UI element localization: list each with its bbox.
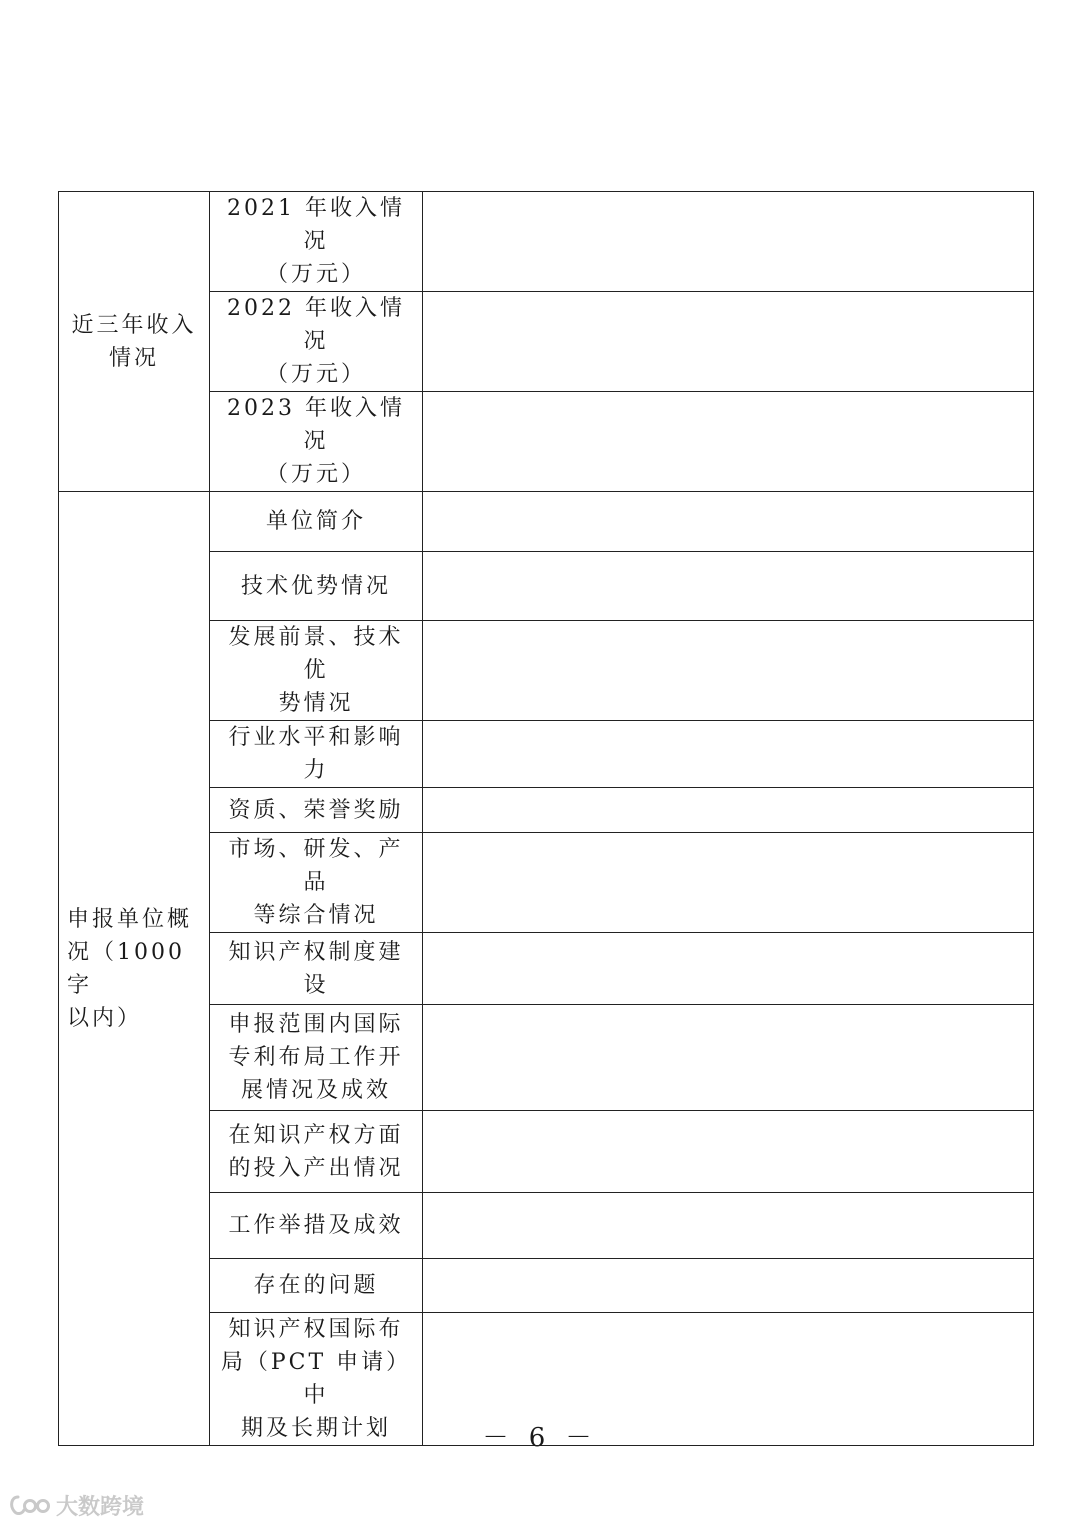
- income-2021-label: 2021 年收入情况 （万元）: [210, 192, 423, 292]
- overview-item-value-cell[interactable]: [423, 788, 1034, 833]
- page-number: － 6 －: [482, 1423, 598, 1453]
- overview-item-value-cell[interactable]: [423, 1259, 1034, 1313]
- overview-section-label: 申报单位概 况（1000 字 以内）: [59, 492, 210, 1446]
- overview-item-value-cell[interactable]: [423, 933, 1034, 1005]
- overview-item-value-cell[interactable]: [423, 492, 1034, 552]
- overview-item-label: 存在的问题: [210, 1259, 423, 1313]
- income-row-2021: [59, 192, 1034, 292]
- overview-item-label: 资质、荣誉奖励: [210, 788, 423, 833]
- overview-item-value-cell[interactable]: [423, 1005, 1034, 1111]
- overview-item-label: 市场、研发、产品 等综合情况: [210, 833, 423, 933]
- overview-item-value-cell[interactable]: [423, 1111, 1034, 1193]
- overview-item-value-cell[interactable]: [423, 721, 1034, 788]
- overview-item-label: 发展前景、技术优 势情况: [210, 621, 423, 721]
- income-2022-label: 2022 年收入情况 （万元）: [210, 292, 423, 392]
- overview-item-label: 单位简介: [210, 492, 423, 552]
- income-section-label: 近三年收入 情况: [59, 192, 210, 492]
- overview-item-label: 在知识产权方面 的投入产出情况: [210, 1111, 423, 1193]
- overview-item-label: 工作举措及成效: [210, 1193, 423, 1259]
- brand-logo-icon: [8, 1493, 52, 1519]
- overview-item-value-cell[interactable]: [423, 552, 1034, 621]
- overview-item-label: 行业水平和影响 力: [210, 721, 423, 788]
- overview-item-value-cell[interactable]: [423, 1193, 1034, 1259]
- income-2023-label: 2023 年收入情况 （万元）: [210, 392, 423, 492]
- overview-item-value-cell[interactable]: [423, 833, 1034, 933]
- income-2021-value-cell[interactable]: [423, 192, 1034, 292]
- watermark-text: 大数跨境: [56, 1495, 145, 1520]
- overview-row: [59, 492, 1034, 552]
- overview-item-label: 申报范围内国际 专利布局工作开 展情况及成效: [210, 1005, 423, 1111]
- overview-item-label: 知识产权国际布 局（PCT 申请）中 期及长期计划: [210, 1313, 423, 1446]
- overview-item-label: 技术优势情况: [210, 552, 423, 621]
- income-2023-value-cell[interactable]: [423, 392, 1034, 492]
- overview-item-value-cell[interactable]: [423, 621, 1034, 721]
- income-2022-value-cell[interactable]: [423, 292, 1034, 392]
- watermark: [8, 1490, 144, 1521]
- application-form-table: [58, 191, 1034, 1446]
- overview-item-label: 知识产权制度建 设: [210, 933, 423, 1005]
